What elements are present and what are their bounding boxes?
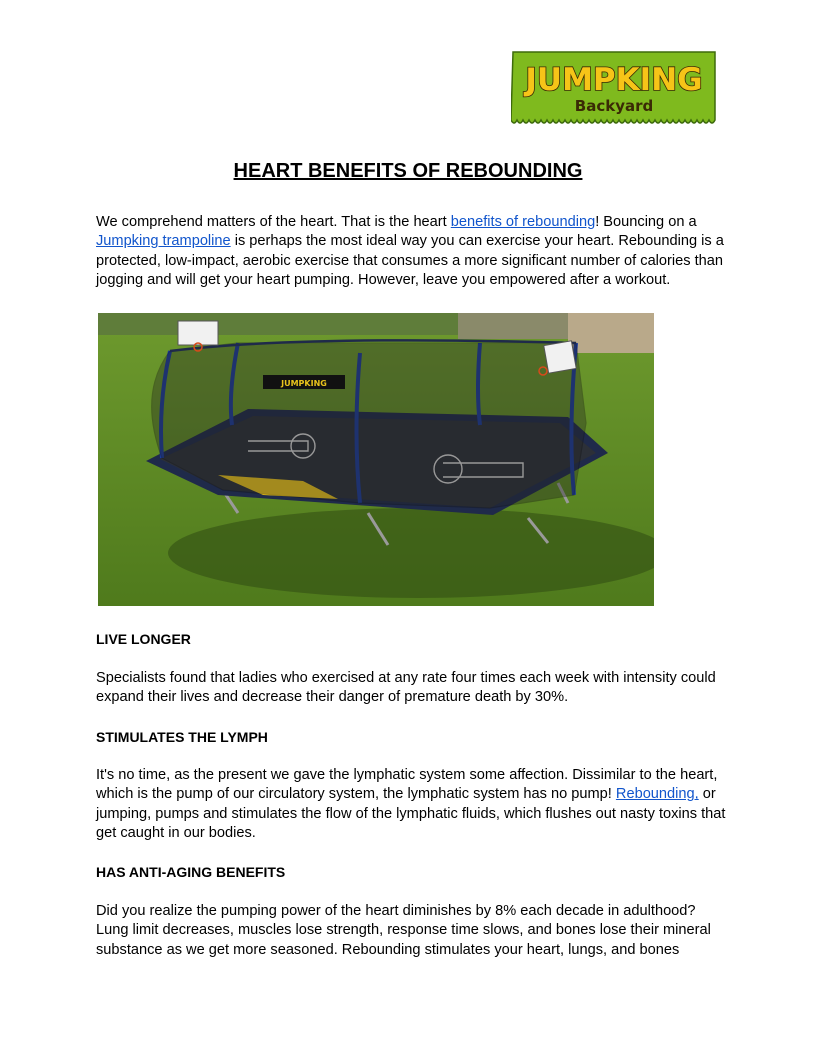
lymph-text-2: or jumping, pumps and stimulates the flow of the lymphatic fluids, which flushes out nasty toxins that get caught in our bodies.: [96, 786, 726, 842]
live-longer-heading: LIVE LONGER: [96, 631, 191, 647]
page-title: HEART BENEFITS OF REBOUNDING: [233, 160, 583, 182]
anti-aging-paragraph: Did you realize the pumping power of the heart diminishes by 8% each decade in adulthood? Lung limit decreases, muscles lose strength, response time slows, and bones lose their mineral substance as we get more seasoned. Rebounding stimulates your heart, lungs, and bones: [96, 903, 711, 958]
logo-brand-text: JUMPKING: [525, 62, 703, 98]
trampoline-photo: [98, 313, 654, 606]
jumpking-trampoline-link[interactable]: Jumpking trampoline: [96, 233, 231, 250]
net-label-text: JUMPKING: [281, 379, 327, 388]
live-longer-paragraph: Specialists found that ladies who exercised at any rate four times each week with intensity could expand their lives and decrease their danger of premature death by 30%.: [96, 670, 716, 706]
stimulates-lymph-heading: STIMULATES THE LYMPH: [96, 729, 268, 745]
jumpking-backyard-logo: [511, 50, 717, 128]
anti-aging-heading: HAS ANTI-AGING BENEFITS: [96, 864, 286, 880]
intro-text-3: is perhaps the most ideal way you can exercise your heart. Rebounding is a protected, low-impact, aerobic exercise that consumes a more significant number of calories than jogging and will get your heart pumping. However, leave you empowered after a workout.: [96, 233, 724, 289]
intro-text-1: We comprehend matters of the heart. That is the heart: [96, 214, 451, 230]
logo-sub-text: Backyard: [574, 97, 654, 115]
intro-text-2: ! Bouncing on a: [595, 214, 697, 230]
lymph-text-1: It's no time, as the present we gave the lymphatic system some affection. Dissimilar to the heart, which is the pump of our circulatory system, the lymphatic system has no pump!: [96, 767, 718, 803]
benefits-of-rebounding-link[interactable]: benefits of rebounding: [450, 214, 596, 230]
intro-paragraph: [96, 213, 726, 291]
stimulates-lymph-paragraph: [96, 766, 726, 844]
rebounding-link[interactable]: Rebounding,: [615, 786, 699, 803]
